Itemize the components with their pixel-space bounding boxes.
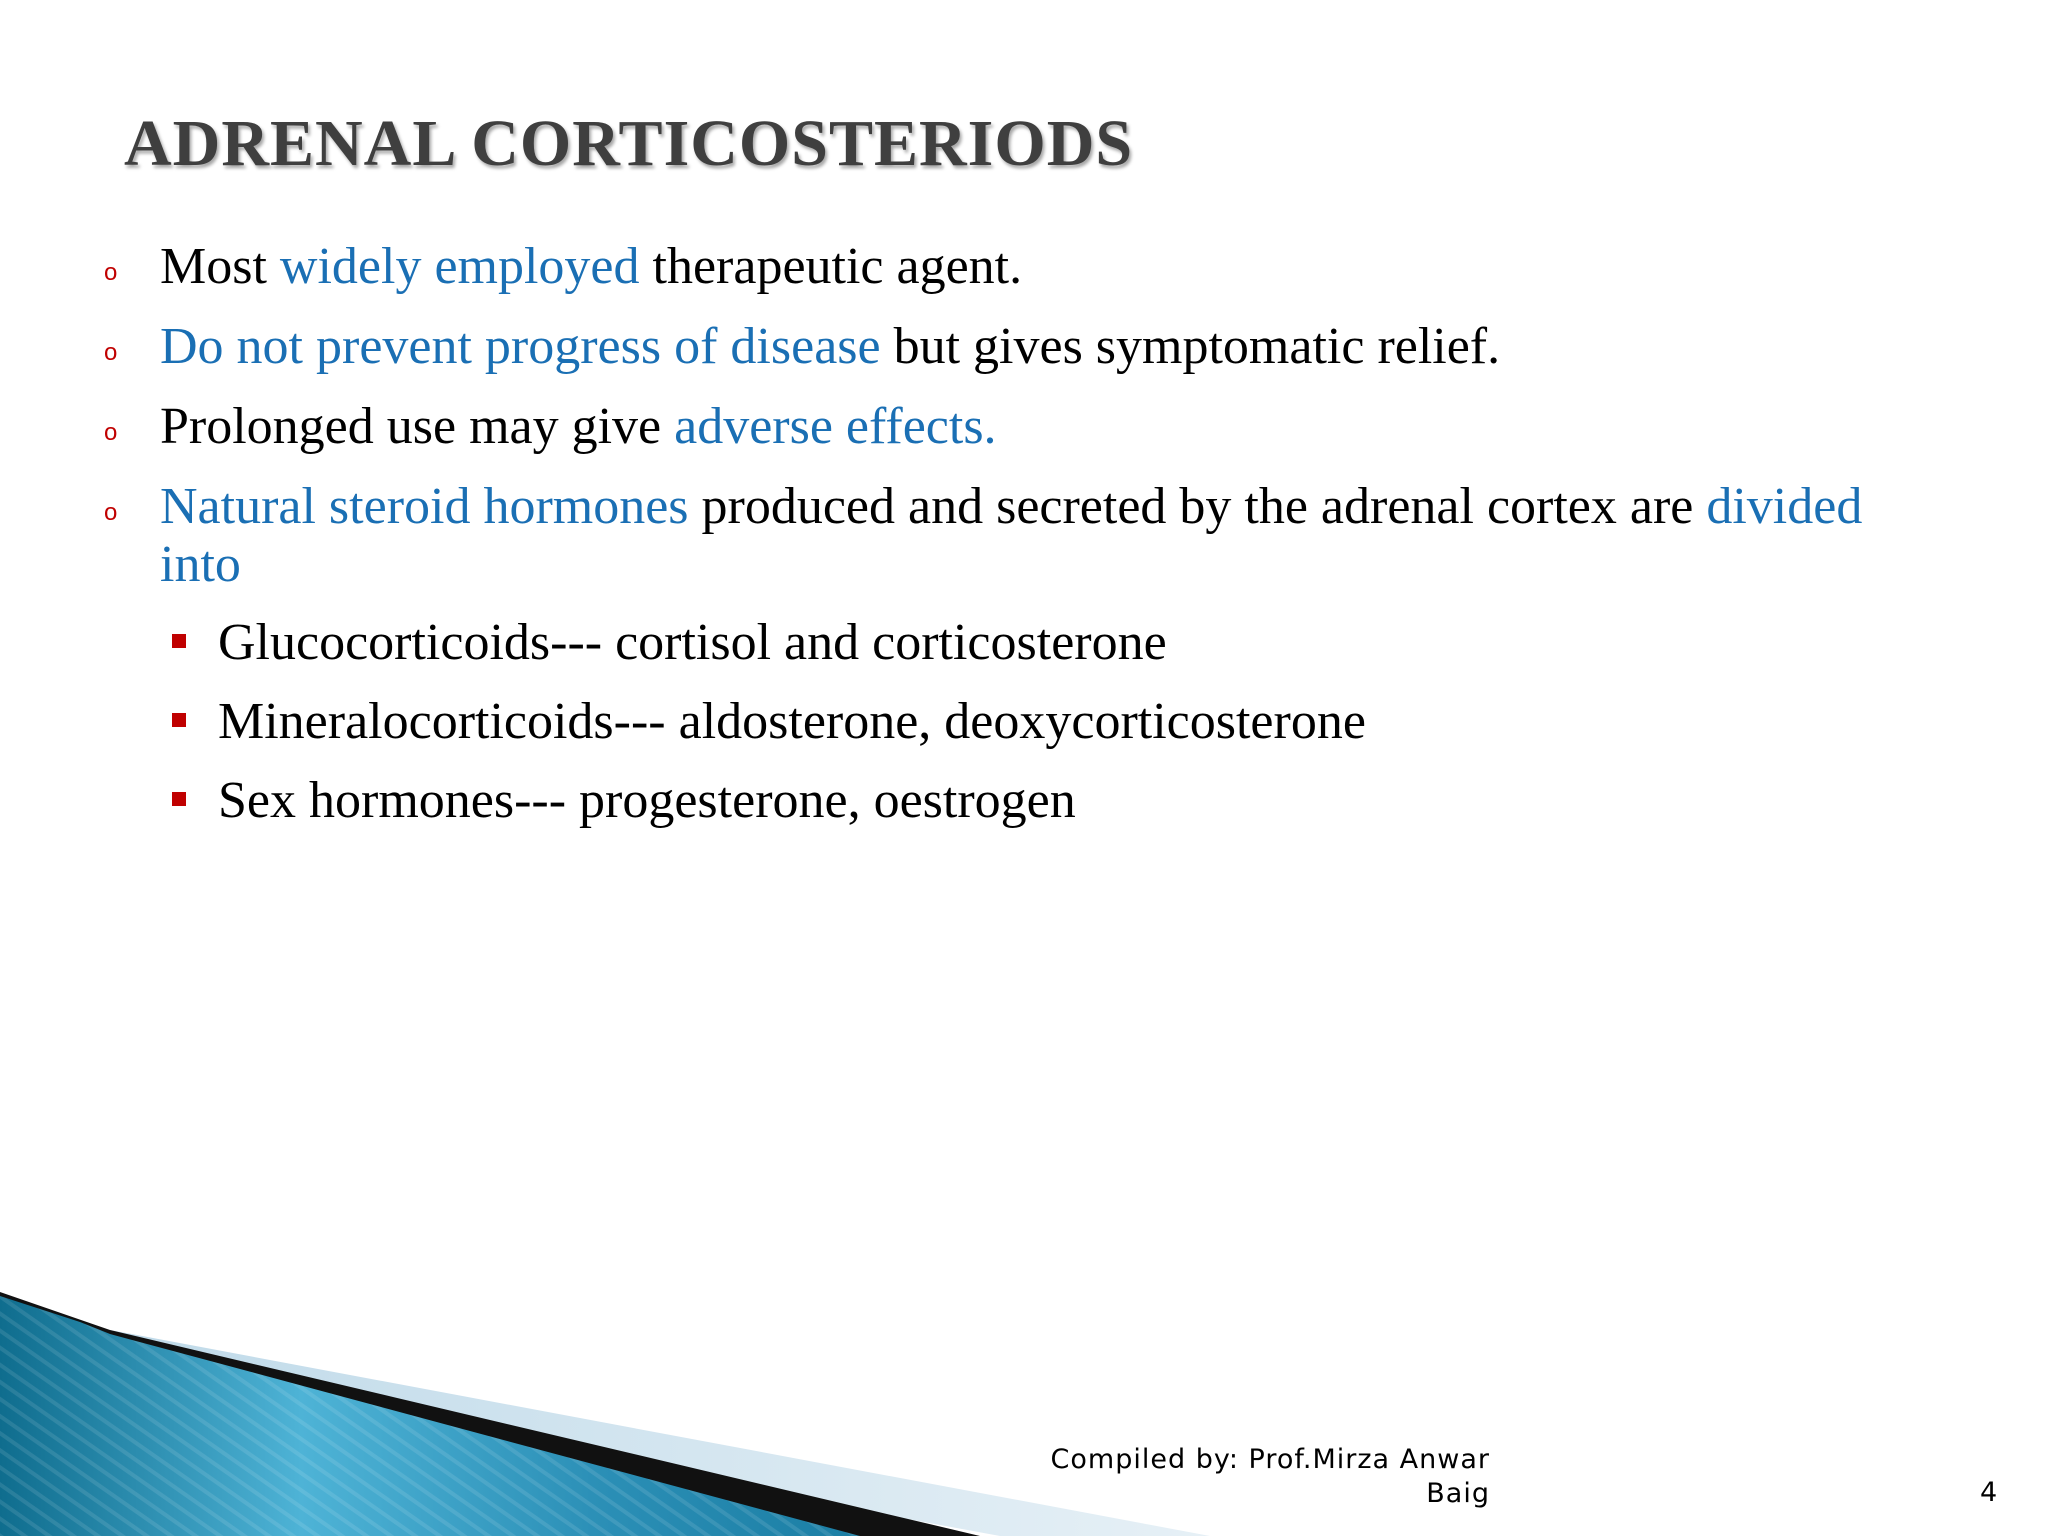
subbullet-text: Sex hormones--- progesterone, oestrogen	[218, 772, 1076, 829]
hollow-circle-icon: o	[104, 499, 118, 526]
bullet-text: Most	[160, 238, 280, 295]
subbullet-text: Glucocorticoids--- cortisol and corticosterone	[218, 614, 1167, 671]
hollow-circle-icon: o	[104, 339, 118, 366]
bullet-text: Prolonged use may give	[160, 398, 675, 455]
footer-credit	[950, 1443, 1490, 1511]
bullet-highlight: Do not prevent progress of disease	[160, 318, 881, 375]
bullet-text: produced and secreted by the adrenal cortex are	[688, 478, 1707, 535]
subbullet-text: Mineralocorticoids--- aldosterone, deoxycorticosterone	[218, 693, 1366, 750]
hollow-circle-icon: o	[104, 259, 118, 286]
bullet-text: but gives symptomatic relief.	[880, 318, 1501, 375]
bullet-highlight: widely employed	[279, 238, 640, 295]
bullet-highlight: Natural steroid hormones	[160, 478, 689, 535]
footer-credit-line: Compiled by: Prof.Mirza Anwar	[1050, 1444, 1490, 1475]
page-number: 4	[1980, 1477, 1998, 1508]
bullet-highlight: divided into	[160, 478, 1863, 593]
hollow-circle-icon: o	[104, 419, 118, 446]
slide-title: ADRENAL CORTICOSTERIODS	[124, 107, 1134, 180]
footer-credit-line: Baig	[1426, 1478, 1490, 1509]
bullet-text: therapeutic agent.	[639, 238, 1023, 295]
bullet-highlight: adverse effects.	[674, 398, 997, 455]
